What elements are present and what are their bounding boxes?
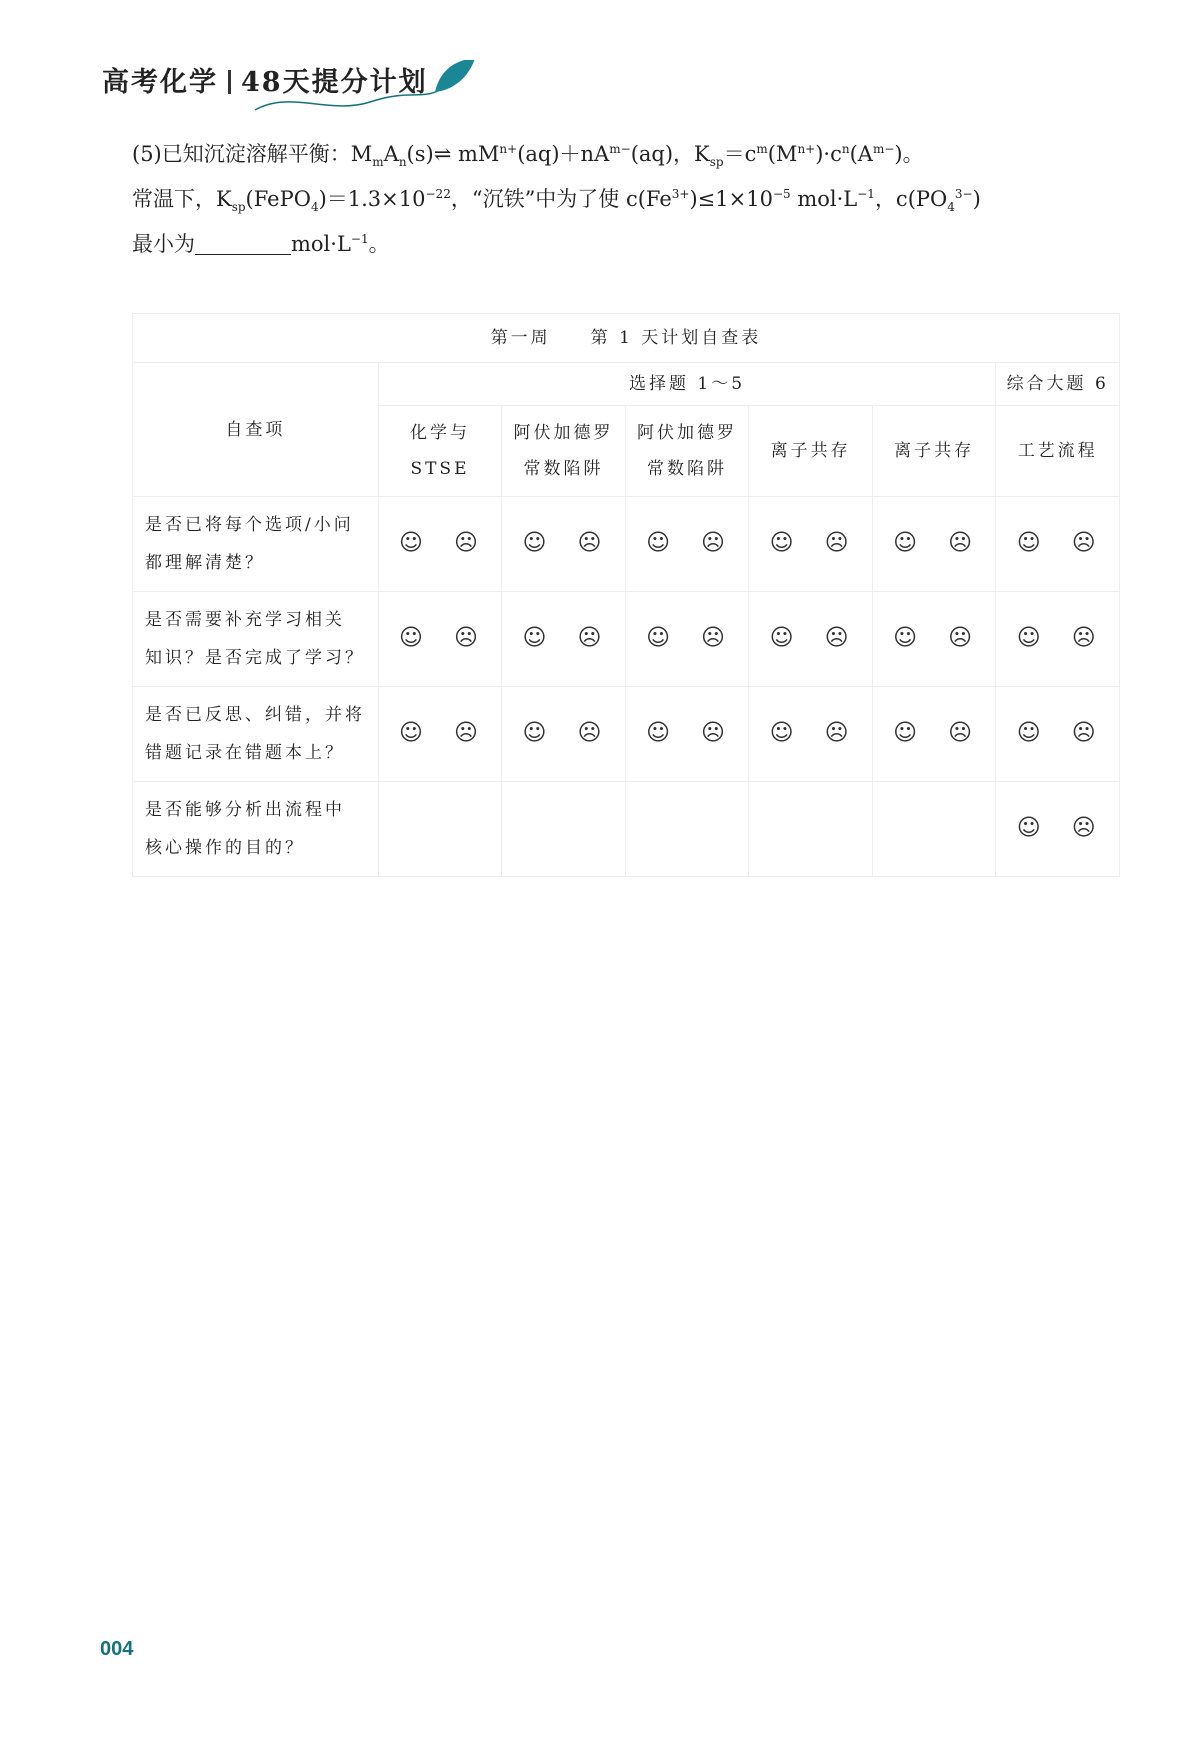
formula-part: (aq)，K (630, 142, 710, 166)
formula-part: ，“沉铁”中为了使 c(Fe (450, 187, 672, 211)
smile-icon[interactable]: ☺ (398, 625, 426, 651)
formula-part: (FePO (245, 187, 311, 211)
rating-cell (378, 497, 502, 592)
table-row (133, 592, 1120, 687)
smile-icon[interactable]: ☺ (893, 625, 921, 651)
column-header-line2: 常数陷阱 (523, 459, 604, 479)
formula-part: 3+ (671, 187, 690, 201)
frown-icon[interactable]: ☹ (701, 625, 729, 651)
rating-cell (749, 687, 873, 782)
frown-icon[interactable]: ☹ (948, 625, 976, 651)
unit-exp: −1 (350, 232, 369, 246)
frown-icon[interactable]: ☹ (453, 530, 481, 556)
frown-icon[interactable]: ☹ (824, 625, 852, 651)
check-item (133, 782, 379, 877)
table-row (133, 782, 1120, 877)
rating-cell (872, 687, 996, 782)
column-header (502, 406, 626, 497)
table-row (133, 687, 1120, 782)
check-item-line1: 是否已反思、纠错，并将 (145, 705, 365, 725)
column-header (378, 406, 502, 497)
formula-part: 4 (310, 200, 319, 215)
column-header-line1: 工艺流程 (1017, 441, 1098, 461)
smile-icon[interactable]: ☺ (769, 530, 797, 556)
frown-icon[interactable]: ☹ (948, 530, 976, 556)
check-item-line1: 是否需要补充学习相关 (145, 610, 345, 630)
formula-part: ，c(PO (874, 187, 948, 211)
rating-cell (378, 687, 502, 782)
text: 最小为 (132, 232, 195, 256)
question-line-3 (132, 228, 390, 258)
frown-icon[interactable]: ☹ (1071, 625, 1099, 651)
formula-part: A (383, 142, 399, 166)
smile-icon[interactable]: ☺ (1016, 625, 1044, 651)
smile-icon[interactable]: ☺ (646, 625, 674, 651)
formula-part: )·c (815, 142, 842, 166)
rating-cell (378, 592, 502, 687)
rating-cell (625, 782, 749, 877)
self-check-table (132, 313, 1120, 877)
text: 。 (368, 232, 390, 256)
rating-cell (872, 592, 996, 687)
smile-icon[interactable]: ☺ (646, 720, 674, 746)
smile-icon[interactable]: ☺ (398, 530, 426, 556)
divider (228, 70, 231, 94)
rating-cell (625, 497, 749, 592)
rating-cell (872, 782, 996, 877)
column-header (996, 406, 1120, 497)
formula-part: (M (767, 142, 798, 166)
formula-part: )。 (894, 142, 924, 166)
formula-part: 4 (947, 200, 955, 215)
column-header-line2: 常数陷阱 (647, 459, 728, 479)
rating-cell (996, 687, 1120, 782)
check-item-line1: 是否已将每个选项/小问 (145, 515, 354, 535)
check-item (133, 497, 379, 592)
smile-icon[interactable]: ☺ (893, 720, 921, 746)
group-comprehensive: 综合大题 6 (996, 363, 1120, 406)
smile-icon[interactable]: ☺ (769, 720, 797, 746)
check-item-line2: 核心操作的目的？ (145, 838, 305, 858)
rating-cell (502, 687, 626, 782)
formula-part: (5)已知沉淀溶解平衡：M (132, 142, 373, 166)
check-item-line2: 知识？是否完成了学习？ (145, 648, 365, 668)
book-title: 高考化学 (102, 67, 218, 98)
rating-cell (749, 592, 873, 687)
rating-cell (502, 497, 626, 592)
frown-icon[interactable]: ☹ (948, 720, 976, 746)
frown-icon[interactable]: ☹ (453, 625, 481, 651)
frown-icon[interactable]: ☹ (577, 625, 605, 651)
check-item (133, 687, 379, 782)
rating-cell (996, 497, 1120, 592)
group-choice: 选择题 1～5 (378, 363, 996, 406)
rating-cell (749, 497, 873, 592)
column-header-line1: 化学与 (409, 423, 470, 443)
smile-icon[interactable]: ☺ (646, 530, 674, 556)
check-item-line2: 都理解清楚？ (145, 553, 265, 573)
rating-cell (749, 782, 873, 877)
page-number: 004 (100, 1638, 134, 1660)
column-header-line1: 离子共存 (894, 441, 975, 461)
rating-cell (996, 592, 1120, 687)
formula-part: ＝c (723, 142, 757, 166)
formula-part: )＝1.3×10 (318, 187, 426, 211)
table-row (133, 497, 1120, 592)
smile-icon[interactable]: ☺ (769, 625, 797, 651)
rating-cell (502, 592, 626, 687)
rating-cell (872, 497, 996, 592)
frown-icon[interactable]: ☹ (577, 530, 605, 556)
check-item-line2: 错题记录在错题本上？ (145, 743, 345, 763)
formula-part: n (398, 155, 407, 170)
column-header (872, 406, 996, 497)
formula-part: sp (231, 200, 246, 215)
frown-icon[interactable]: ☹ (1071, 815, 1099, 841)
check-item (133, 592, 379, 687)
formula-part: −22 (425, 187, 451, 201)
smile-icon[interactable]: ☺ (1016, 720, 1044, 746)
rating-cell (378, 782, 502, 877)
formula-part: m (756, 142, 768, 156)
smile-icon[interactable]: ☺ (522, 625, 550, 651)
frown-icon[interactable]: ☹ (453, 720, 481, 746)
formula-part: (aq)＋nA (517, 142, 610, 166)
smile-icon[interactable]: ☺ (1016, 530, 1044, 556)
frown-icon[interactable]: ☹ (701, 720, 729, 746)
check-item-line1: 是否能够分析出流程中 (145, 800, 345, 820)
formula-part: mol·L (790, 187, 858, 211)
frown-icon[interactable]: ☹ (1071, 720, 1099, 746)
column-header-line1: 阿伏加德罗 (637, 423, 738, 443)
feather-icon (250, 60, 490, 120)
formula-part: ) (972, 187, 981, 211)
frown-icon[interactable]: ☹ (1071, 530, 1099, 556)
frown-icon[interactable]: ☹ (701, 530, 729, 556)
formula-part: 常温下，K (132, 187, 232, 211)
plan-title: 48天提分计划 (241, 67, 428, 98)
rating-cell (625, 592, 749, 687)
formula-part: m− (872, 142, 895, 156)
rating-cell (996, 782, 1120, 877)
formula-part: m (372, 155, 384, 170)
formula-part: sp (709, 155, 724, 170)
formula-part: (A (849, 142, 873, 166)
formula-part: m− (609, 142, 631, 156)
frown-icon[interactable]: ☹ (824, 720, 852, 746)
formula-part: 3− (954, 187, 973, 201)
formula-part: −1 (857, 187, 875, 201)
formula-part: n+ (499, 142, 518, 156)
column-header-line1: 离子共存 (770, 441, 851, 461)
column-header (749, 406, 873, 497)
unit: mol·L (291, 232, 351, 256)
column-header-line1: 阿伏加德罗 (513, 423, 614, 443)
formula-part: (s)⇌ mM (406, 142, 500, 166)
smile-icon[interactable]: ☺ (893, 530, 921, 556)
frown-icon[interactable]: ☹ (577, 720, 605, 746)
question-line-1 (132, 138, 924, 169)
smile-icon[interactable]: ☺ (522, 530, 550, 556)
rating-cell (502, 782, 626, 877)
smile-icon[interactable]: ☺ (522, 720, 550, 746)
smile-icon[interactable]: ☺ (398, 720, 426, 746)
question-line-2 (132, 183, 981, 214)
smile-icon[interactable]: ☺ (1016, 815, 1044, 841)
table-title: 第一周 第 1 天计划自查表 (133, 314, 1120, 363)
formula-part: n (841, 142, 850, 156)
column-header-line2: STSE (410, 459, 470, 479)
formula-part: )≤1×10 (689, 187, 773, 211)
column-header (625, 406, 749, 497)
formula-part: −5 (772, 187, 791, 201)
answer-blank[interactable] (195, 234, 291, 255)
frown-icon[interactable]: ☹ (824, 530, 852, 556)
formula-part: n+ (797, 142, 816, 156)
rating-cell (625, 687, 749, 782)
row-header: 自查项 (133, 363, 379, 497)
